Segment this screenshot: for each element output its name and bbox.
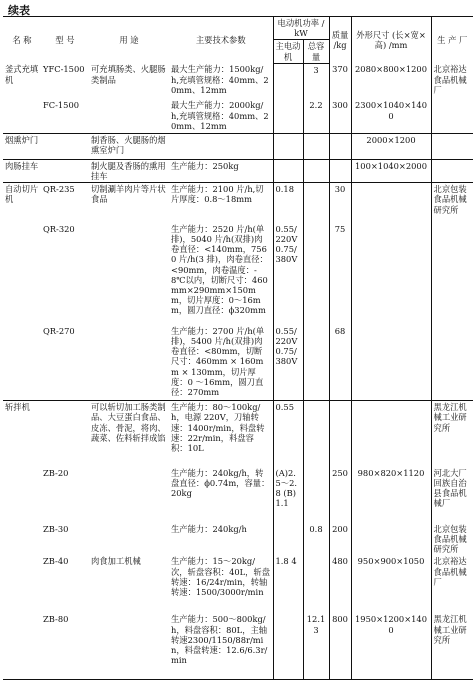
cell-mass: 30 (329, 183, 351, 223)
cell-maker (431, 223, 473, 325)
header-dims: 外形尺寸 (长×宽×高) /mm (351, 17, 431, 64)
table-row (3, 613, 473, 679)
cell-mass: 370 (329, 63, 351, 99)
cell-specs: 最大生产能力：2000kg/h,充填管规格：40mm、20mm、12mm (171, 100, 269, 131)
cell-name: 肉肠挂车 (3, 159, 41, 182)
cell-model: QR-235 (41, 183, 89, 223)
cell-usage: 肉食加工机械 (91, 556, 141, 567)
cell-power-total: 0.8 (303, 523, 329, 556)
header-power-total: 总容量 (303, 40, 329, 63)
cell-specs: 生产能力：15～20kg/次，斩盘容积：40L，斩盘转速：16/24r/min，转轴转速：1500/3000r/min (171, 556, 271, 597)
cell-specs: 生产能力：500～800kg/h，料盘容积：80L，主轴转速2300/1150/88r/min，料盘转速：12.6/6.3r/min (169, 613, 273, 679)
cell-power-total: 2.2 (303, 99, 329, 133)
cell-mass: 68 (329, 325, 351, 401)
cell-dims: 950×900×1050 (351, 555, 431, 613)
cell-power-total (303, 555, 329, 613)
cell-model: ZB-40 (43, 556, 69, 567)
cell-dims (351, 223, 431, 325)
cell-usage (89, 467, 169, 523)
header-mass: 质量 /kg (329, 17, 351, 64)
header-power: 电动机功率 /kW (273, 17, 329, 40)
cell-mass: 480 (329, 555, 351, 613)
cell-power-total (303, 467, 329, 523)
cell-usage: 制火腿及香肠的熏用挂车 (89, 159, 169, 182)
cell-model: QR-270 (43, 325, 75, 336)
cell-specs (169, 133, 273, 159)
cell-specs: 生产能力：2700 片/h(单排)，5400 片/h(双排)肉卷直径：<80mm，切断尺寸：460mm × 160mm × 130mm，切片厚度：0 ～16mm，圆刀直径：270mm (171, 325, 265, 397)
cell-maker: 黑龙江机械工业研究所 (431, 613, 473, 679)
cell-usage (89, 99, 169, 133)
header-specs: 主要技术参数 (169, 17, 273, 64)
cell-name: 斩拌机 (3, 401, 41, 467)
cell-usage: 制香肠、火腿肠的烟熏室炉门 (89, 133, 169, 159)
header-name: 名 称 (3, 17, 41, 64)
table-row (3, 183, 473, 223)
table-row (3, 63, 473, 99)
header-power-main: 主电动机 (273, 40, 303, 63)
cell-usage (89, 613, 169, 679)
cell-maker (431, 99, 473, 133)
cell-usage (89, 223, 169, 325)
cell-power-main (273, 133, 303, 159)
cell-maker: 北京裕达食品机械厂 (431, 63, 473, 99)
cell-power-total (303, 325, 329, 401)
cell-dims: 2300×1040×1400 (351, 99, 431, 133)
cell-maker: 北京裕达食品机械厂 (431, 555, 473, 613)
cell-mass: 300 (329, 99, 351, 133)
cell-name: 釜式充填机 (5, 64, 39, 85)
cell-model (41, 401, 89, 467)
equipment-table (3, 16, 473, 680)
cell-mass (329, 401, 351, 467)
cell-model: ZB-30 (43, 523, 69, 534)
cell-mass: 75 (329, 223, 351, 325)
cell-power-main (273, 523, 303, 556)
cell-specs: 生产能力：250kg (169, 159, 273, 182)
cell-maker (431, 133, 473, 159)
cell-maker (431, 325, 473, 401)
cell-mass (329, 133, 351, 159)
cell-name (3, 223, 41, 325)
table-row (3, 133, 473, 159)
cell-specs: 生产能力：240kg/h，转盘直径：ϕ0.74m，容量：20kg (171, 467, 270, 499)
continued-label: 续表 (8, 4, 30, 17)
cell-dims: 2000×1200 (351, 133, 431, 159)
cell-model: FC-1500 (43, 100, 80, 111)
header-maker: 生 产 厂 (431, 17, 473, 64)
cell-maker: 河北大厂回族自治县食品机械厂 (431, 467, 473, 523)
cell-mass: 800 (329, 613, 351, 679)
cell-name (3, 467, 41, 523)
cell-dims: 2080×800×1200 (351, 63, 431, 99)
cell-maker (431, 159, 473, 182)
cell-usage (89, 325, 169, 401)
cell-power-main (273, 159, 303, 182)
cell-maker: 北京包装食品机械研究所 (431, 183, 473, 223)
cell-name (3, 99, 41, 133)
cell-model: ZB-20 (43, 467, 69, 478)
cell-name (3, 555, 41, 613)
cell-model: QR-320 (43, 223, 75, 234)
cell-power-total (303, 401, 329, 467)
cell-name: 自动切片机 (3, 183, 41, 223)
cell-specs: 生产能力：80～100kg/h，电源 220V，刀轴转速：1400r/min，料盘转速：22r/min，料盘容积：10L (169, 401, 273, 467)
table-row (3, 523, 473, 556)
cell-maker: 北京包装食品机械研究所 (431, 523, 473, 556)
cell-specs: 生产能力：240kg/h (171, 523, 247, 534)
cell-usage: 切制涮羊肉片等片状食品 (89, 183, 169, 223)
cell-power-main: 0.18 (273, 183, 303, 223)
cell-name (3, 523, 41, 556)
table-row (3, 401, 473, 467)
cell-specs: 生产能力：2520 片/h(单排)，5040 片/h(双排)肉卷直径：<140mm，7560 片/h(3 排)，肉卷直径：<90mm，肉卷温度：-8℃以内，切断尺寸：460mm×290mm×150mm，切片厚度：0～16mm，圆刀直径：ϕ320mm (171, 223, 268, 316)
header-usage: 用 途 (89, 17, 169, 64)
cell-power-total: 12.13 (303, 613, 329, 679)
cell-mass (329, 159, 351, 182)
cell-dims: 1950×1200×1400 (351, 613, 431, 679)
table-row (3, 159, 473, 182)
cell-power-total (303, 133, 329, 159)
cell-name (3, 325, 41, 401)
cell-model (41, 133, 89, 159)
table-row (3, 555, 473, 613)
cell-dims (351, 401, 431, 467)
cell-power-total: 3 (303, 63, 329, 99)
table-row (3, 325, 473, 401)
cell-power-main: 0.55 (273, 401, 303, 467)
cell-power-main: 1.8 4 (273, 555, 303, 613)
cell-specs: 最大生产能力：1500kg/h,充填管规格：40mm、20mm、12mm (171, 64, 269, 95)
cell-power-total (303, 183, 329, 223)
cell-specs: 生产能力：2100 片/h,切片厚度：0.8～18mm (169, 183, 273, 223)
cell-name (3, 613, 41, 679)
cell-power-total (303, 223, 329, 325)
table-body (3, 63, 473, 679)
cell-power-main: 0.55/220V 0.75/380V (273, 223, 303, 325)
cell-usage: 可以斩切加工肠类制品、大豆蛋白食品、皮冻、骨泥，将肉、蔬菜、佐料斩拌成馅 (89, 401, 169, 467)
cell-name: 烟熏炉门 (3, 133, 41, 159)
cell-power-main (273, 613, 303, 679)
cell-usage: 可充填肠类、火腿肠类制品 (91, 64, 166, 85)
cell-model: ZB-80 (41, 613, 89, 679)
cell-mass: 200 (329, 523, 351, 556)
cell-power-main (273, 63, 303, 99)
header-model: 型 号 (41, 17, 89, 64)
cell-power-total (303, 159, 329, 182)
cell-power-main: (A)2.5～2.8 (B) 1.1 (273, 467, 303, 523)
cell-dims (351, 325, 431, 401)
cell-dims (351, 523, 431, 556)
cell-model (41, 159, 89, 182)
cell-dims: 980×820×1120 (351, 467, 431, 523)
table-row (3, 99, 473, 133)
cell-dims: 100×1040×2000 (351, 159, 431, 182)
cell-dims (351, 183, 431, 223)
cell-mass: 250 (329, 467, 351, 523)
cell-model: YFC-1500 (43, 64, 85, 75)
table-row (3, 467, 473, 523)
cell-usage (89, 523, 169, 556)
cell-maker: 黑龙江机械工业研究所 (431, 401, 473, 467)
cell-power-main: 0.55/220V 0.75/380V (273, 325, 303, 401)
table-row (3, 223, 473, 325)
cell-power-main (273, 99, 303, 133)
